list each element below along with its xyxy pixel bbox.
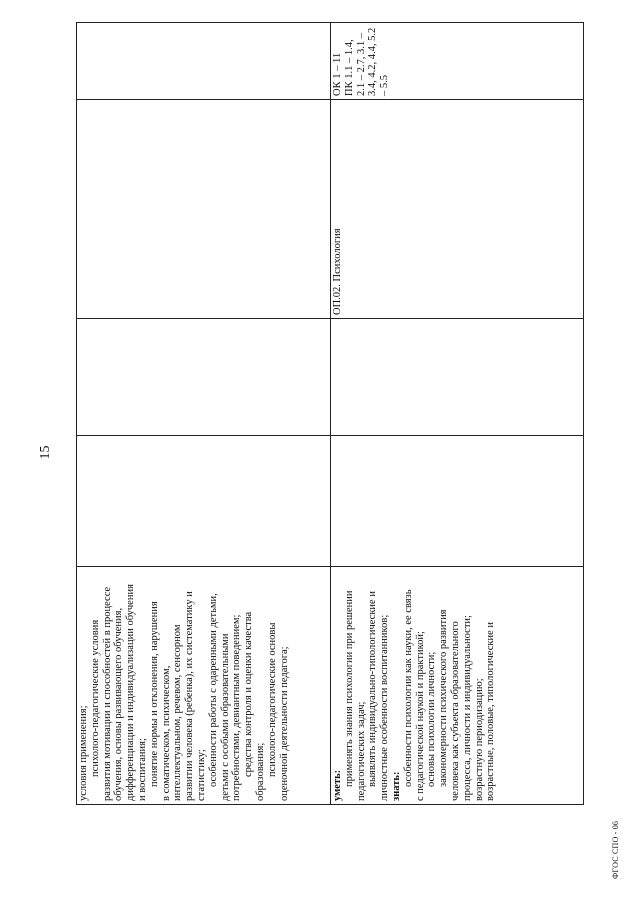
- text-line: психолого-педагогические основы: [266, 622, 278, 777]
- text-line: понятие нормы и отклонения, нарушения: [148, 601, 160, 787]
- competence-code-line: 3.4, 4.2, 4.4, 5.2: [367, 27, 379, 96]
- discipline-name: ОП.02. Психология: [332, 228, 343, 315]
- text-line: дифференциации и индивидуализации обучения: [125, 584, 137, 801]
- empty-cell: [331, 319, 584, 436]
- text-line: знать:: [390, 771, 402, 801]
- text-line: педагогических задач;: [355, 701, 367, 801]
- empty-cell: [77, 100, 331, 319]
- competence-code-line: ПК 1.1 – 1.4,: [343, 39, 355, 96]
- competence-code-line: ОК 1 – 11: [332, 52, 343, 96]
- text-line: основы психологии личности;: [426, 651, 438, 787]
- skills-knowledge-cell: [331, 567, 584, 805]
- discipline-cell: [331, 100, 584, 319]
- text-line: образования;: [254, 742, 266, 801]
- text-line: интеллектуальном, речевом, сенсорном: [172, 624, 184, 801]
- competence-codes: [332, 26, 391, 96]
- text-line: обучения, основы развивающего обучения,: [113, 607, 125, 801]
- text-line: возрастные, половые, типологические и: [485, 621, 497, 801]
- text-line: применять знания психологии при решении: [343, 590, 355, 787]
- text-line: уметь:: [332, 769, 343, 801]
- table-row-2: [331, 23, 584, 805]
- text-line: статистику;: [195, 749, 207, 801]
- empty-cell: [331, 436, 584, 567]
- text-line: развитии человека (ребенка), их систематику и: [184, 591, 196, 801]
- text-line: детьми с особыми образовательными: [219, 633, 231, 801]
- text-line: закономерности психического развития: [438, 609, 450, 787]
- text-line: потребностями, девиантным поведением;: [231, 614, 243, 801]
- competence-text-cell: [77, 567, 331, 805]
- competence-text-lines: [78, 570, 290, 801]
- codes-cell: [331, 23, 584, 100]
- text-line: особенности психологии как науки, ее связь: [402, 589, 414, 787]
- competence-code-line: – 5.5: [379, 75, 391, 96]
- skills-knowledge-lines: [332, 570, 497, 801]
- text-line: и воспитания;: [136, 738, 148, 801]
- text-line: человека как субъекта образовательного: [449, 621, 461, 801]
- empty-cell: [77, 319, 331, 436]
- text-line: условия применения;: [78, 705, 89, 801]
- text-line: процесса, личности и индивидуальности;: [461, 615, 473, 801]
- table-row-1: [77, 23, 331, 805]
- text-line: психолого-педагогические условия: [89, 619, 101, 777]
- text-line: возрастную периодизацию;: [473, 678, 485, 801]
- text-line: оценочной деятельности педагога;: [278, 646, 290, 801]
- text-line: средства контроля и оценки качества: [243, 611, 255, 777]
- codes-cell: [77, 23, 331, 100]
- text-line: с педагогической наукой и практикой;: [414, 631, 426, 801]
- page-number: 15: [38, 445, 53, 460]
- footer-label: ФГОС СПО - 06: [611, 820, 620, 879]
- text-line: в соматическом, психическом,: [160, 665, 172, 801]
- competence-code-line: 2.1 – 2.7, 3.1 –: [355, 33, 367, 96]
- curriculum-table: [76, 22, 584, 805]
- text-line: личностные особенности воспитанников;: [379, 614, 391, 801]
- empty-cell: [77, 436, 331, 567]
- text-line: выявлять индивидуально-типологические и: [367, 591, 379, 787]
- text-line: развития мотивации и способностей в процессе: [101, 586, 113, 801]
- text-line: особенности работы с одаренными детьми,: [207, 593, 219, 787]
